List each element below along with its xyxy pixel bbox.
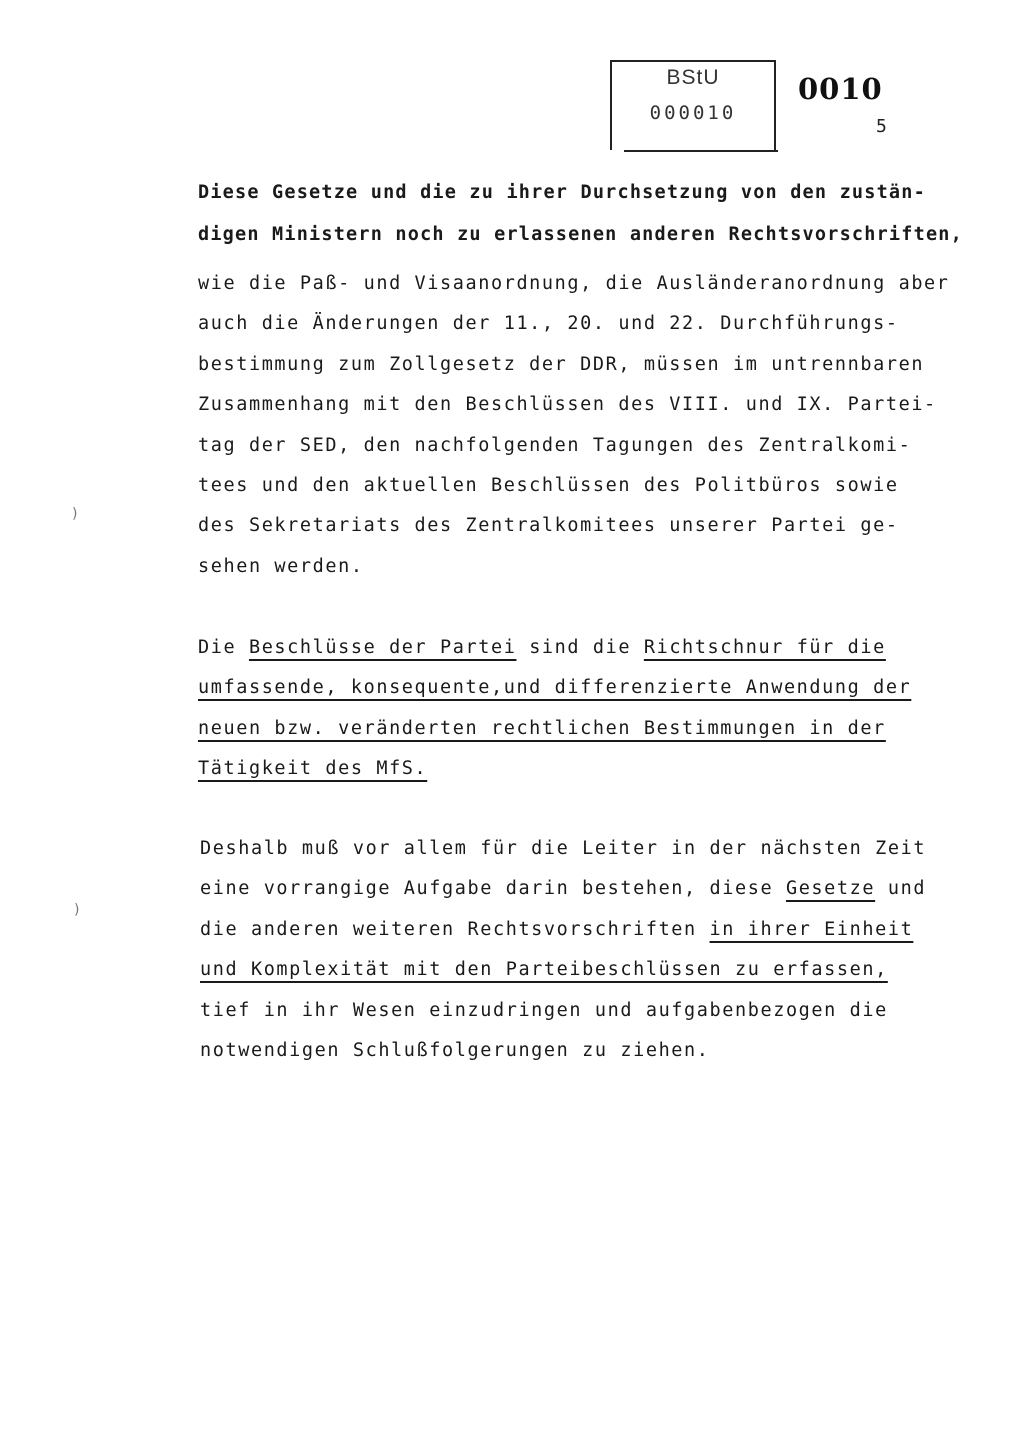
text-line: tees und den aktuellen Beschlüssen des Politbüros sowie [198,474,899,496]
text-line: digen Ministern noch zu erlassenen anderen Rechtsvorschriften, [198,224,963,245]
text-line [198,668,978,708]
page-number: 5 [876,116,887,137]
punch-hole-mark: ) [74,902,80,918]
text-line: notwendigen Schlußfolgerungen zu ziehen. [200,1039,710,1061]
text-line [198,709,978,749]
text-line: des Sekretariats des Zentralkomitees unserer Partei ge- [198,515,899,537]
document-number: 0010 [798,72,883,106]
underlined-text: und Komplexität mit den Parteibeschlüssen zu erfassen, [200,959,888,981]
text-line: sehen werden. [198,555,364,577]
underlined-text: Gesetze [785,878,876,900]
text-line: wie die Paß- und Visaanordnung, die Ausländeranordnung aber [198,273,950,294]
text-line [200,869,980,909]
text-line: Deshalb muß vor allem für die Leiter in der nächsten Zeit [200,838,927,859]
underlined-text: Beschlüsse der Partei [248,637,517,658]
paragraph-2 [198,628,978,790]
intro-paragraph [198,172,978,256]
text-run: und [875,878,927,900]
text-run: sind die [516,637,644,658]
text-run: die anderen weiteren Rechtsvorschriften [200,918,710,940]
underlined-text: umfassende, konsequente,und differenzierte Anwendung der [198,677,912,699]
paragraph-3 [200,829,980,1071]
underlined-text: Richtschnur für die [643,637,886,658]
text-line [200,950,980,990]
archive-stamp [610,60,776,150]
punch-hole-mark: ) [72,506,78,522]
text-line: bestimmung zum Zollgesetz der DDR, müssen im untrennbaren [198,353,925,375]
text-line: tag der SED, den nachfolgenden Tagungen des Zentralkomi- [198,434,912,456]
text-line: tief in ihr Wesen einzudringen und aufgabenbezogen die [200,999,888,1021]
stamp-agency: BStU [666,66,720,89]
text-line: Diese Gesetze und die zu ihrer Durchsetzung von den zustän- [198,182,926,203]
text-line [200,910,980,950]
paragraph-1 [198,264,978,587]
text-run: eine vorrangige Aufgabe darin bestehen, diese [200,878,786,900]
text-run: Die [198,637,249,658]
stamp-bottom-border [624,150,778,152]
text-line [198,628,978,668]
text-line: Zusammenhang mit den Beschlüssen des VIII. und IX. Partei- [198,394,937,416]
text-line [198,749,978,789]
underlined-text: Tätigkeit des MfS. [198,758,428,780]
underlined-text: neuen bzw. veränderten rechtlichen Bestimmungen in der [198,717,886,739]
underlined-text: in ihrer Einheit [709,918,914,940]
text-line: auch die Änderungen der 11., 20. und 22. Durchführungs- [198,313,899,335]
stamp-serial: 000010 [649,102,737,124]
